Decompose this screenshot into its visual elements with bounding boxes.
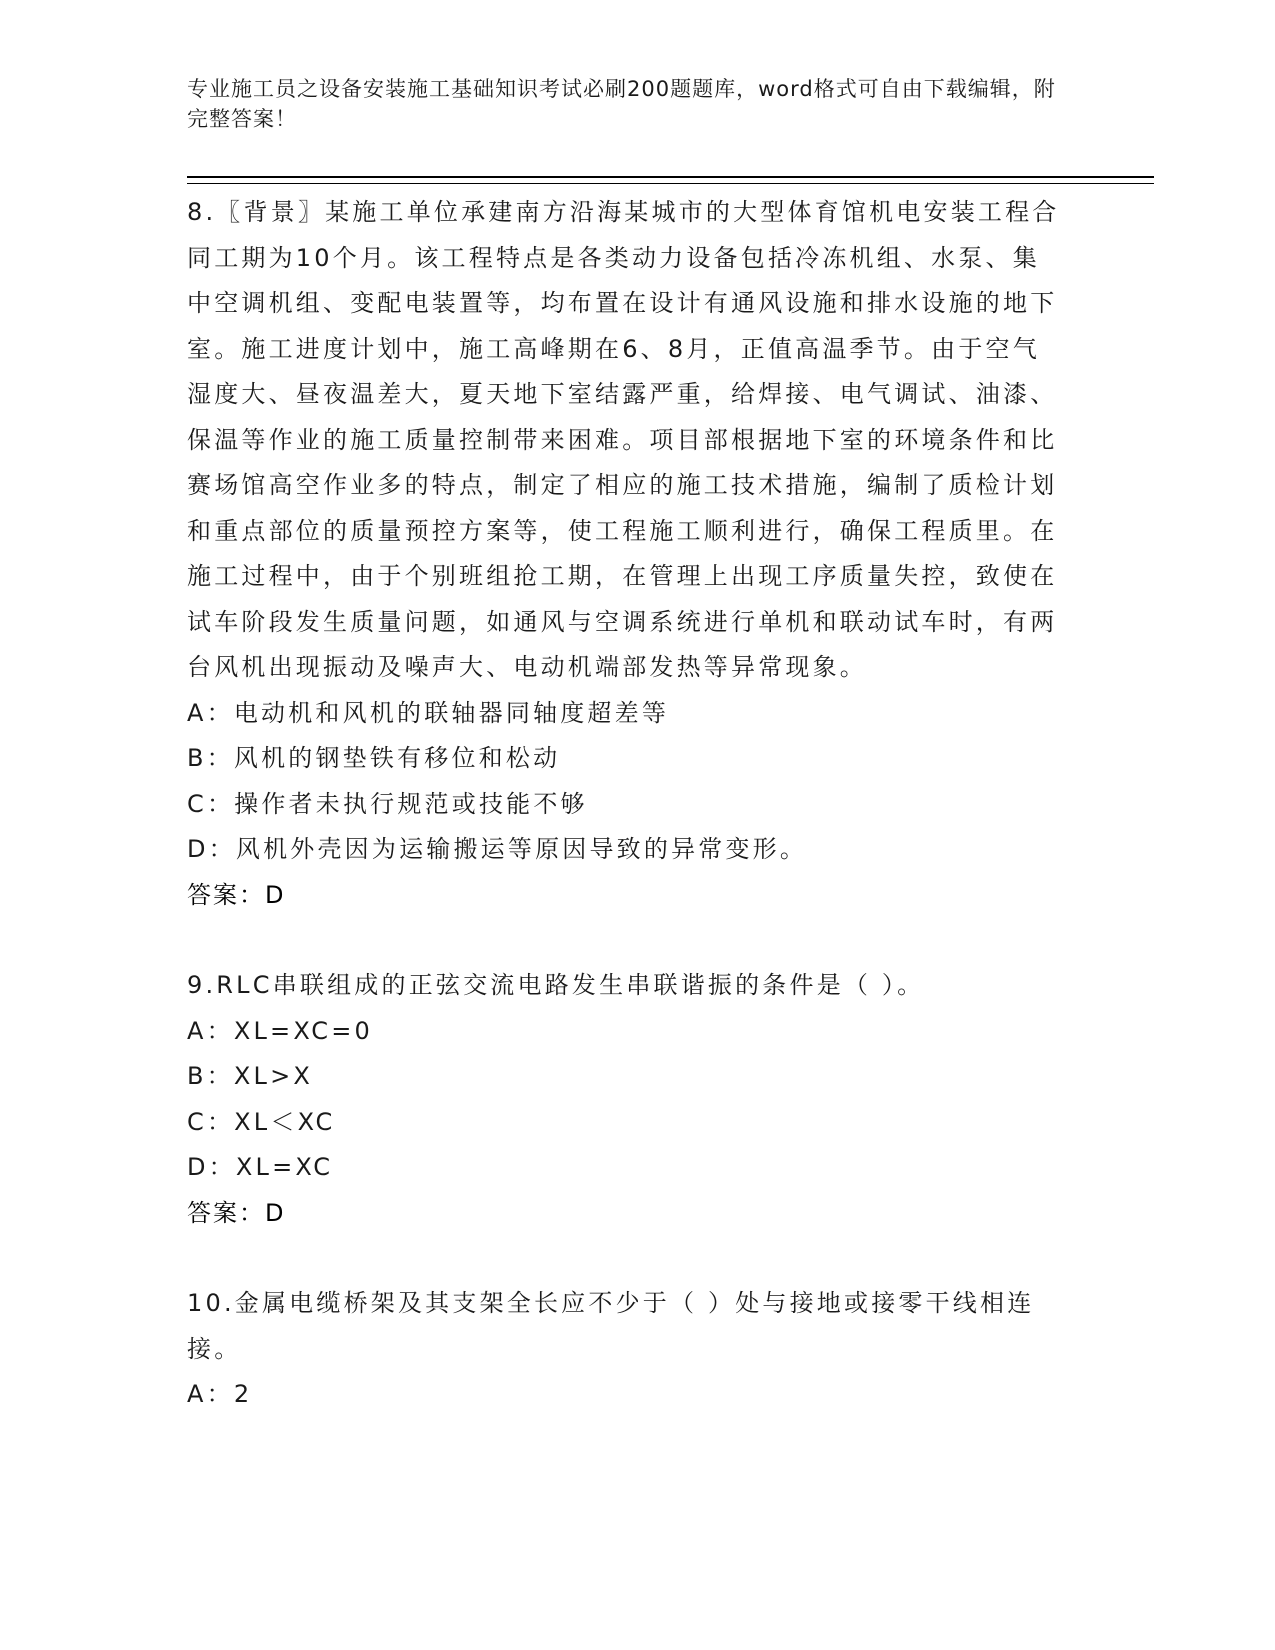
question-stem: 10.金属电缆桥架及其支架全长应不少于（ ）处与接地或接零干线相连接。 — [187, 1289, 1035, 1363]
header-divider-thin — [187, 183, 1154, 184]
option-b: B：XL>X — [187, 1062, 314, 1090]
question-spacer — [187, 918, 1067, 963]
question-8 — [187, 190, 1067, 918]
header-divider-thick — [187, 176, 1154, 178]
option-a: A：电动机和风机的联轴器同轴度超差等 — [187, 698, 670, 727]
option-c: C：操作者未执行规范或技能不够 — [187, 789, 588, 818]
option-a: A：XL=XC=0 — [187, 1016, 373, 1045]
option-d: D：XL=XC — [187, 1153, 334, 1181]
question-stem: 9.RLC串联组成的正弦交流电路发生串联谐振的条件是（ ）。 — [187, 971, 925, 999]
option-c: C：XL＜XC — [187, 1107, 336, 1136]
question-spacer — [187, 1236, 1067, 1281]
question-list — [187, 190, 1067, 1418]
option-d: D：风机外壳因为运输搬运等原因导致的异常变形。 — [187, 835, 808, 863]
question-stem: 8.〖背景〗某施工单位承建南方沿海某城市的大型体育馆机电安装工程合同工期为10个月。该工程特点是各类动力设备包括冷冻机组、水泵、集中空调机组、变配电装置等，均布置在设计有通风设施和排水设施的地下室。施工进度计划中，施工高峰期在6、8月，正值高温季节。由于空气湿度大、昼夜温差大，夏天地下室结露严重，给焊接、电气调试、油漆、保温等作业的施工质量控制带来困难。项目部根据地下室的环境条件和比赛场馆高空作业多的特点，制定了相应的施工技术措施，编制了质检计划和重点部位的质量预控方案等，使工程施工顺利进行，确保工程质里。在施工过程中，由于个别班组抢工期，在管理上出现工序质量失控，致使在试车阶段发生质量问题，如通风与空调系统进行单机和联动试车时，有两台风机出现振动及噪声大、电动机端部发热等异常现象。 — [187, 198, 1060, 681]
answer-label: 答案：D — [187, 1198, 286, 1227]
question-9 — [187, 963, 1067, 1236]
option-a: A：2 — [187, 1380, 253, 1408]
answer-label: 答案：D — [187, 880, 286, 909]
option-b: B：风机的钢垫铁有移位和松动 — [187, 744, 561, 772]
document-header-title: 专业施工员之设备安装施工基础知识考试必刷200题题库，word格式可自由下载编辑，附完整答案！ — [187, 77, 1056, 131]
question-10 — [187, 1281, 1067, 1418]
